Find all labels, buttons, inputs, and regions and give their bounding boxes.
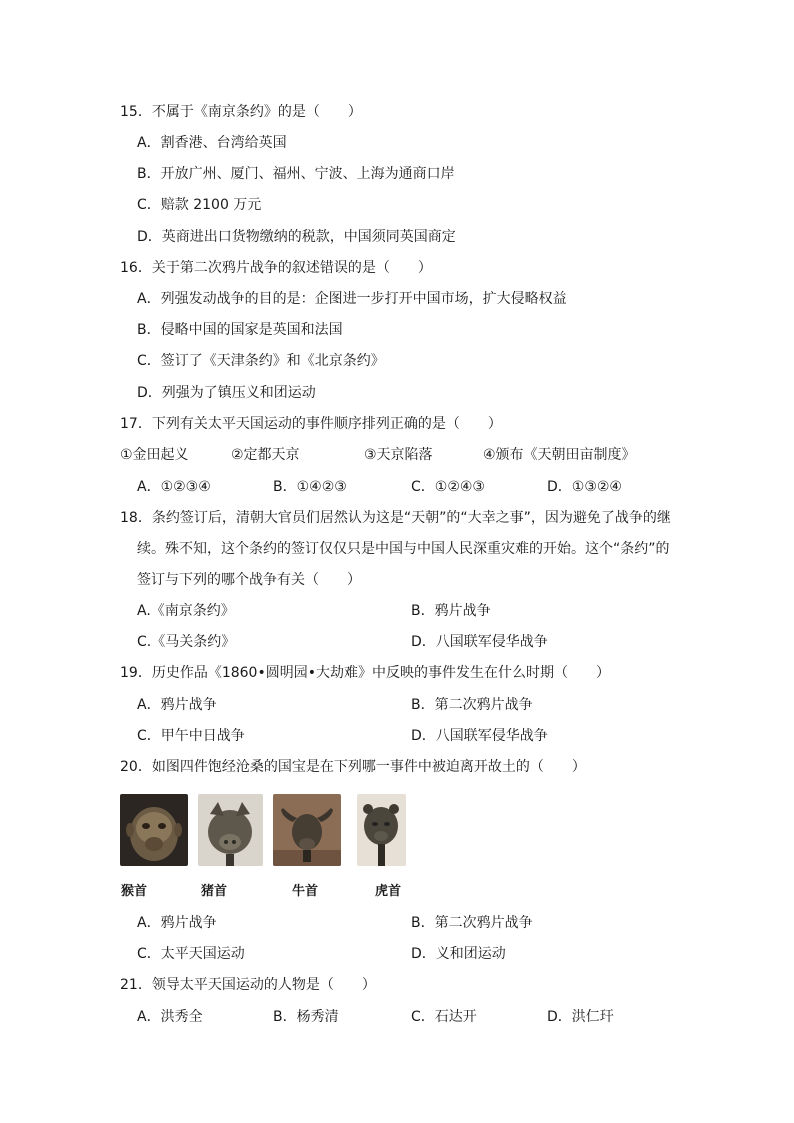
question-18-stem-line-2: 续。殊不知，这个条约的签订仅仅只是中国与中国人民深重灾难的开始。这个“条约”的 [137, 541, 670, 557]
question-15-option-a: A．割香港、台湾给英国 [137, 135, 287, 151]
question-17-option-c: C．①②④③ [411, 479, 485, 495]
question-21-stem: 21．领导太平天国运动的人物是（ ） [120, 977, 376, 993]
question-19-option-b: B．第二次鸦片战争 [411, 697, 533, 713]
question-19-option-c: C．甲午中日战争 [137, 728, 245, 744]
question-15-option-d: D．英商进出口货物缴纳的税款，中国须同英国商定 [137, 229, 456, 245]
pig-head-icon [198, 794, 263, 866]
question-18-option-a: A.《南京条约》 [137, 603, 235, 619]
question-16-option-b: B．侵略中国的国家是英国和法国 [137, 322, 343, 338]
question-16-option-a: A．列强发动战争的目的是：企图进一步打开中国市场，扩大侵略权益 [137, 291, 567, 307]
question-17-event-1: ①金田起义 [120, 447, 189, 463]
question-15-stem: 15．不属于《南京条约》的是（ ） [120, 104, 362, 120]
question-19-stem: 19．历史作品《1860•圆明园•大劫难》中反映的事件发生在什么时期（ ） [120, 665, 610, 681]
question-17-event-4: ④颁布《天朝田亩制度》 [483, 447, 636, 463]
question-16-stem: 16．关于第二次鸦片战争的叙述错误的是（ ） [120, 260, 432, 276]
question-21-option-c: C．石达开 [411, 1009, 477, 1025]
image-caption-pig: 猪首 [201, 884, 228, 899]
question-17-option-b: B．①④②③ [273, 479, 347, 495]
image-caption-tiger: 虎首 [375, 884, 402, 899]
question-20-option-b: B．第二次鸦片战争 [411, 915, 533, 931]
question-18-option-d: D．八国联军侵华战争 [411, 634, 548, 650]
question-17-stem: 17．下列有关太平天国运动的事件顺序排列正确的是（ ） [120, 416, 502, 432]
question-15-option-c: C．赔款 2100 万元 [137, 197, 262, 213]
question-17-option-d: D．①③②④ [547, 479, 622, 495]
question-16-option-c: C．签订了《天津条约》和《北京条约》 [137, 353, 385, 369]
ox-head-icon [273, 794, 341, 866]
image-caption-monkey: 猴首 [121, 884, 148, 899]
question-21-option-b: B．杨秀清 [273, 1009, 339, 1025]
question-17-option-a: A．①②③④ [137, 479, 211, 495]
monkey-head-icon [120, 794, 188, 866]
image-caption-ox: 牛首 [292, 884, 319, 899]
question-18-option-b: B．鸦片战争 [411, 603, 491, 619]
question-20-stem: 20．如图四件饱经沧桑的国宝是在下列哪一事件中被迫离开故土的（ ） [120, 759, 586, 775]
question-18-stem-line-1: 18．条约签订后，清朝大官员们居然认为这是“天朝”的“大幸之事”，因为避免了战争的继 [120, 510, 671, 526]
question-21-option-a: A．洪秀全 [137, 1009, 203, 1025]
question-18-option-c: C.《马关条约》 [137, 634, 236, 650]
question-15-option-b: B．开放广州、厦门、福州、宁波、上海为通商口岸 [137, 166, 455, 182]
question-17-event-2: ②定都天京 [231, 447, 300, 463]
question-20-option-c: C．太平天国运动 [137, 946, 245, 962]
question-19-option-a: A．鸦片战争 [137, 697, 217, 713]
question-21-option-d: D．洪仁玕 [547, 1009, 614, 1025]
question-18-stem-line-3: 签订与下列的哪个战争有关（ ） [137, 572, 361, 588]
question-20-option-a: A．鸦片战争 [137, 915, 217, 931]
question-16-option-d: D．列强为了镇压义和团运动 [137, 385, 316, 401]
tiger-head-icon [357, 794, 406, 866]
question-17-event-3: ③天京陷落 [364, 447, 433, 463]
question-19-option-d: D．八国联军侵华战争 [411, 728, 548, 744]
question-20-option-d: D．义和团运动 [411, 946, 506, 962]
